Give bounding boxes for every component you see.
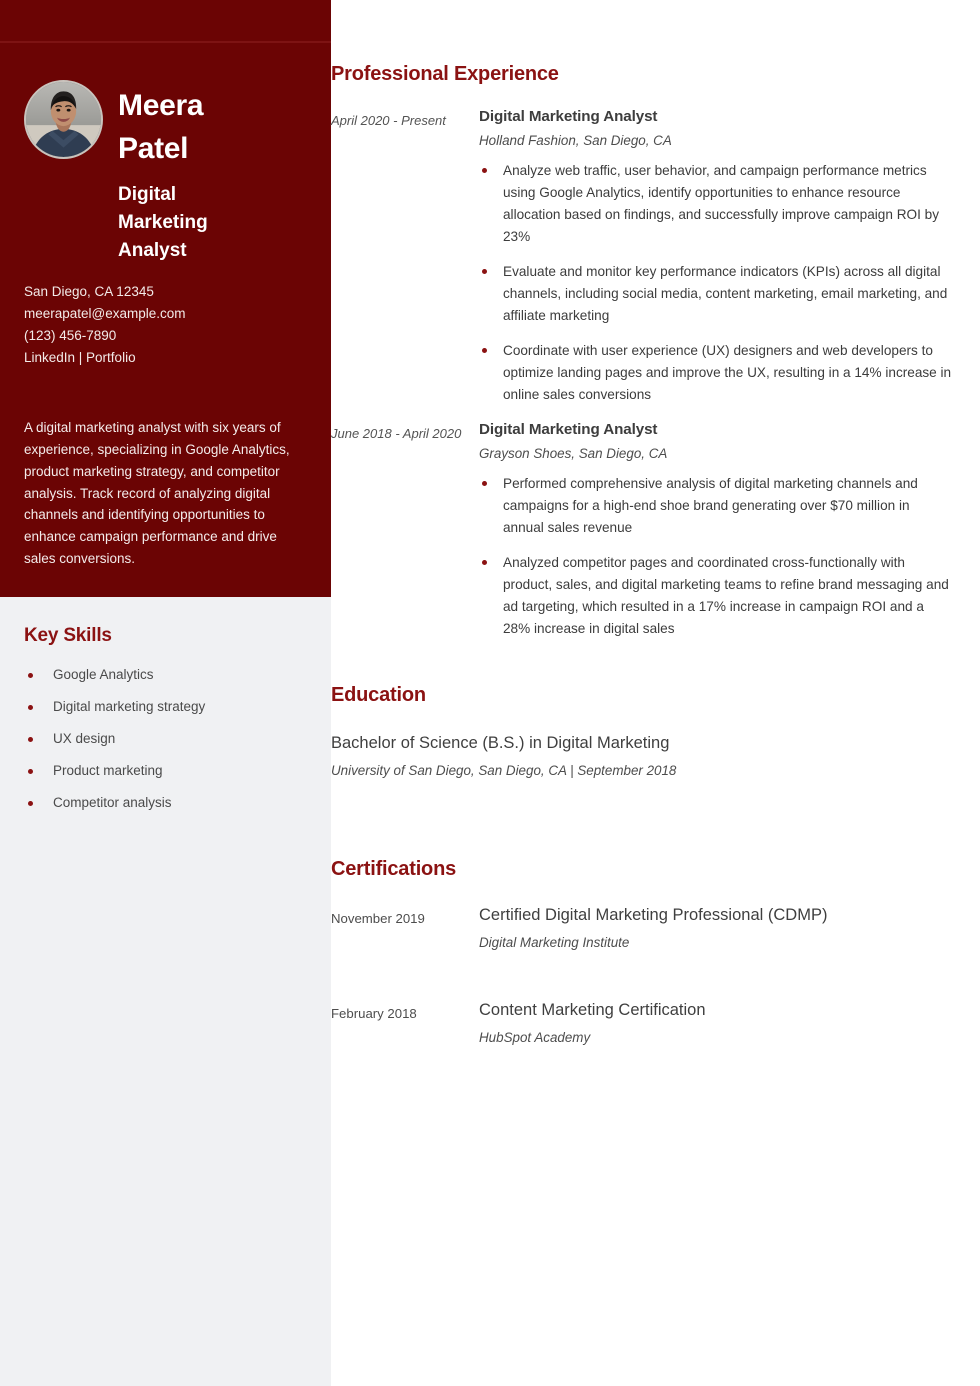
certifications-section-title: Certifications xyxy=(331,858,457,880)
profile-summary: A digital marketing analyst with six years of experience, specializing in Google Analytics, product marketing strategy, and competitor analysis. Track record of analyzing digital channels and identifying opportunities to enhance campaign performance and drive sales conversions. xyxy=(24,420,290,567)
certification-entry xyxy=(331,1000,954,1045)
experience-bullets xyxy=(479,160,954,406)
experience-org: Grayson Shoes, San Diego, CA xyxy=(479,446,668,461)
skill-label: Competitor analysis xyxy=(53,794,172,810)
identity-block xyxy=(0,80,331,265)
bullet-dot-icon xyxy=(482,168,487,173)
experience-section-title: Professional Experience xyxy=(331,63,559,85)
experience-bullets xyxy=(479,473,954,640)
bullet-dot-icon xyxy=(28,705,33,710)
profile-photo-icon xyxy=(26,82,101,157)
bullet-text: Performed comprehensive analysis of digital marketing channels and campaigns for a high-end shoe brand generating over $70 million in annual sales revenue xyxy=(503,476,918,536)
experience-org: Holland Fashion, San Diego, CA xyxy=(479,133,672,148)
key-skills-section xyxy=(24,625,314,826)
bullet-dot-icon xyxy=(28,737,33,742)
bullet-dot-icon xyxy=(28,769,33,774)
education-section-title: Education xyxy=(331,684,426,706)
experience-body xyxy=(479,108,954,419)
experience-date: April 2020 - Present xyxy=(331,113,446,128)
list-item xyxy=(479,261,954,327)
experience-role: Digital Marketing Analyst xyxy=(479,108,658,125)
bullet-dot-icon xyxy=(28,673,33,678)
certification-date: February 2018 xyxy=(331,1006,417,1021)
key-skills-list xyxy=(24,667,314,811)
avatar xyxy=(24,80,103,159)
key-skills-title: Key Skills xyxy=(24,625,112,646)
certification-date: November 2019 xyxy=(331,911,425,926)
bullet-dot-icon xyxy=(28,801,33,806)
list-item xyxy=(24,763,314,780)
bullet-dot-icon xyxy=(482,269,487,274)
bullet-dot-icon xyxy=(482,560,487,565)
list-item xyxy=(24,699,314,716)
name-block xyxy=(118,80,236,265)
bullet-text: Analyzed competitor pages and coordinated cross-functionally with product, sales, and digital marketing teams to refine brand messaging and ad targeting, which resulted in a 17% increase in campaign ROI and a 28% increase in digital sales xyxy=(503,555,949,637)
certification-issuer: HubSpot Academy xyxy=(479,1030,591,1046)
education-meta: University of San Diego, San Diego, CA | September 2018 xyxy=(331,763,677,779)
contact-location: San Diego, CA 12345 xyxy=(24,284,154,299)
list-item xyxy=(24,731,314,748)
contact-phone[interactable]: (123) 456-7890 xyxy=(24,328,117,343)
person-job-title: Digital Marketing Analyst xyxy=(118,184,208,262)
education-entry xyxy=(331,733,954,778)
person-last-name: Patel xyxy=(118,132,189,166)
experience-body xyxy=(479,421,954,653)
bullet-text: Analyze web traffic, user behavior, and campaign performance metrics using Google Analytics, identify opportunities to enhance resource allocation based on findings, and successfully improve campaign ROI by 23% xyxy=(503,163,939,245)
certification-name: Content Marketing Certification xyxy=(479,1001,706,1019)
list-item xyxy=(479,552,954,640)
list-item xyxy=(479,160,954,248)
person-name xyxy=(118,84,236,170)
experience-date: June 2018 - April 2020 xyxy=(331,426,462,441)
sidebar xyxy=(0,0,331,1386)
bullet-text: Coordinate with user experience (UX) designers and web developers to optimize landing pages and improve the UX, resulting in a 14% increase in online sales conversions xyxy=(503,343,952,403)
skill-label: Product marketing xyxy=(53,762,163,778)
skill-label: Google Analytics xyxy=(53,667,154,682)
list-item xyxy=(24,795,314,812)
experience-entry xyxy=(331,421,954,653)
main-column xyxy=(331,0,980,1386)
experience-role: Digital Marketing Analyst xyxy=(479,421,658,438)
skill-label: Digital marketing strategy xyxy=(53,698,206,714)
bullet-dot-icon xyxy=(482,481,487,486)
list-item xyxy=(479,340,954,406)
certification-entry xyxy=(331,905,954,950)
list-item xyxy=(479,473,954,539)
certification-issuer: Digital Marketing Institute xyxy=(479,935,630,951)
header-band-divider xyxy=(0,41,331,43)
education-degree: Bachelor of Science (B.S.) in Digital Marketing xyxy=(331,734,670,752)
contact-links[interactable]: LinkedIn | Portfolio xyxy=(24,350,136,365)
person-first-name: Meera xyxy=(118,89,204,122)
list-item xyxy=(24,667,314,684)
certification-body xyxy=(479,1000,954,1045)
skill-label: UX design xyxy=(53,730,116,746)
certification-body xyxy=(479,905,954,950)
bullet-text: Evaluate and monitor key performance indicators (KPIs) across all digital channels, including social media, content marketing, email marketing, and affiliate marketing xyxy=(503,264,948,324)
experience-entry xyxy=(331,108,954,419)
contact-email[interactable]: meerapatel@example.com xyxy=(24,306,186,321)
certification-name: Certified Digital Marketing Professional (CDMP) xyxy=(479,906,828,924)
contact-block xyxy=(24,281,314,369)
bullet-dot-icon xyxy=(482,348,487,353)
